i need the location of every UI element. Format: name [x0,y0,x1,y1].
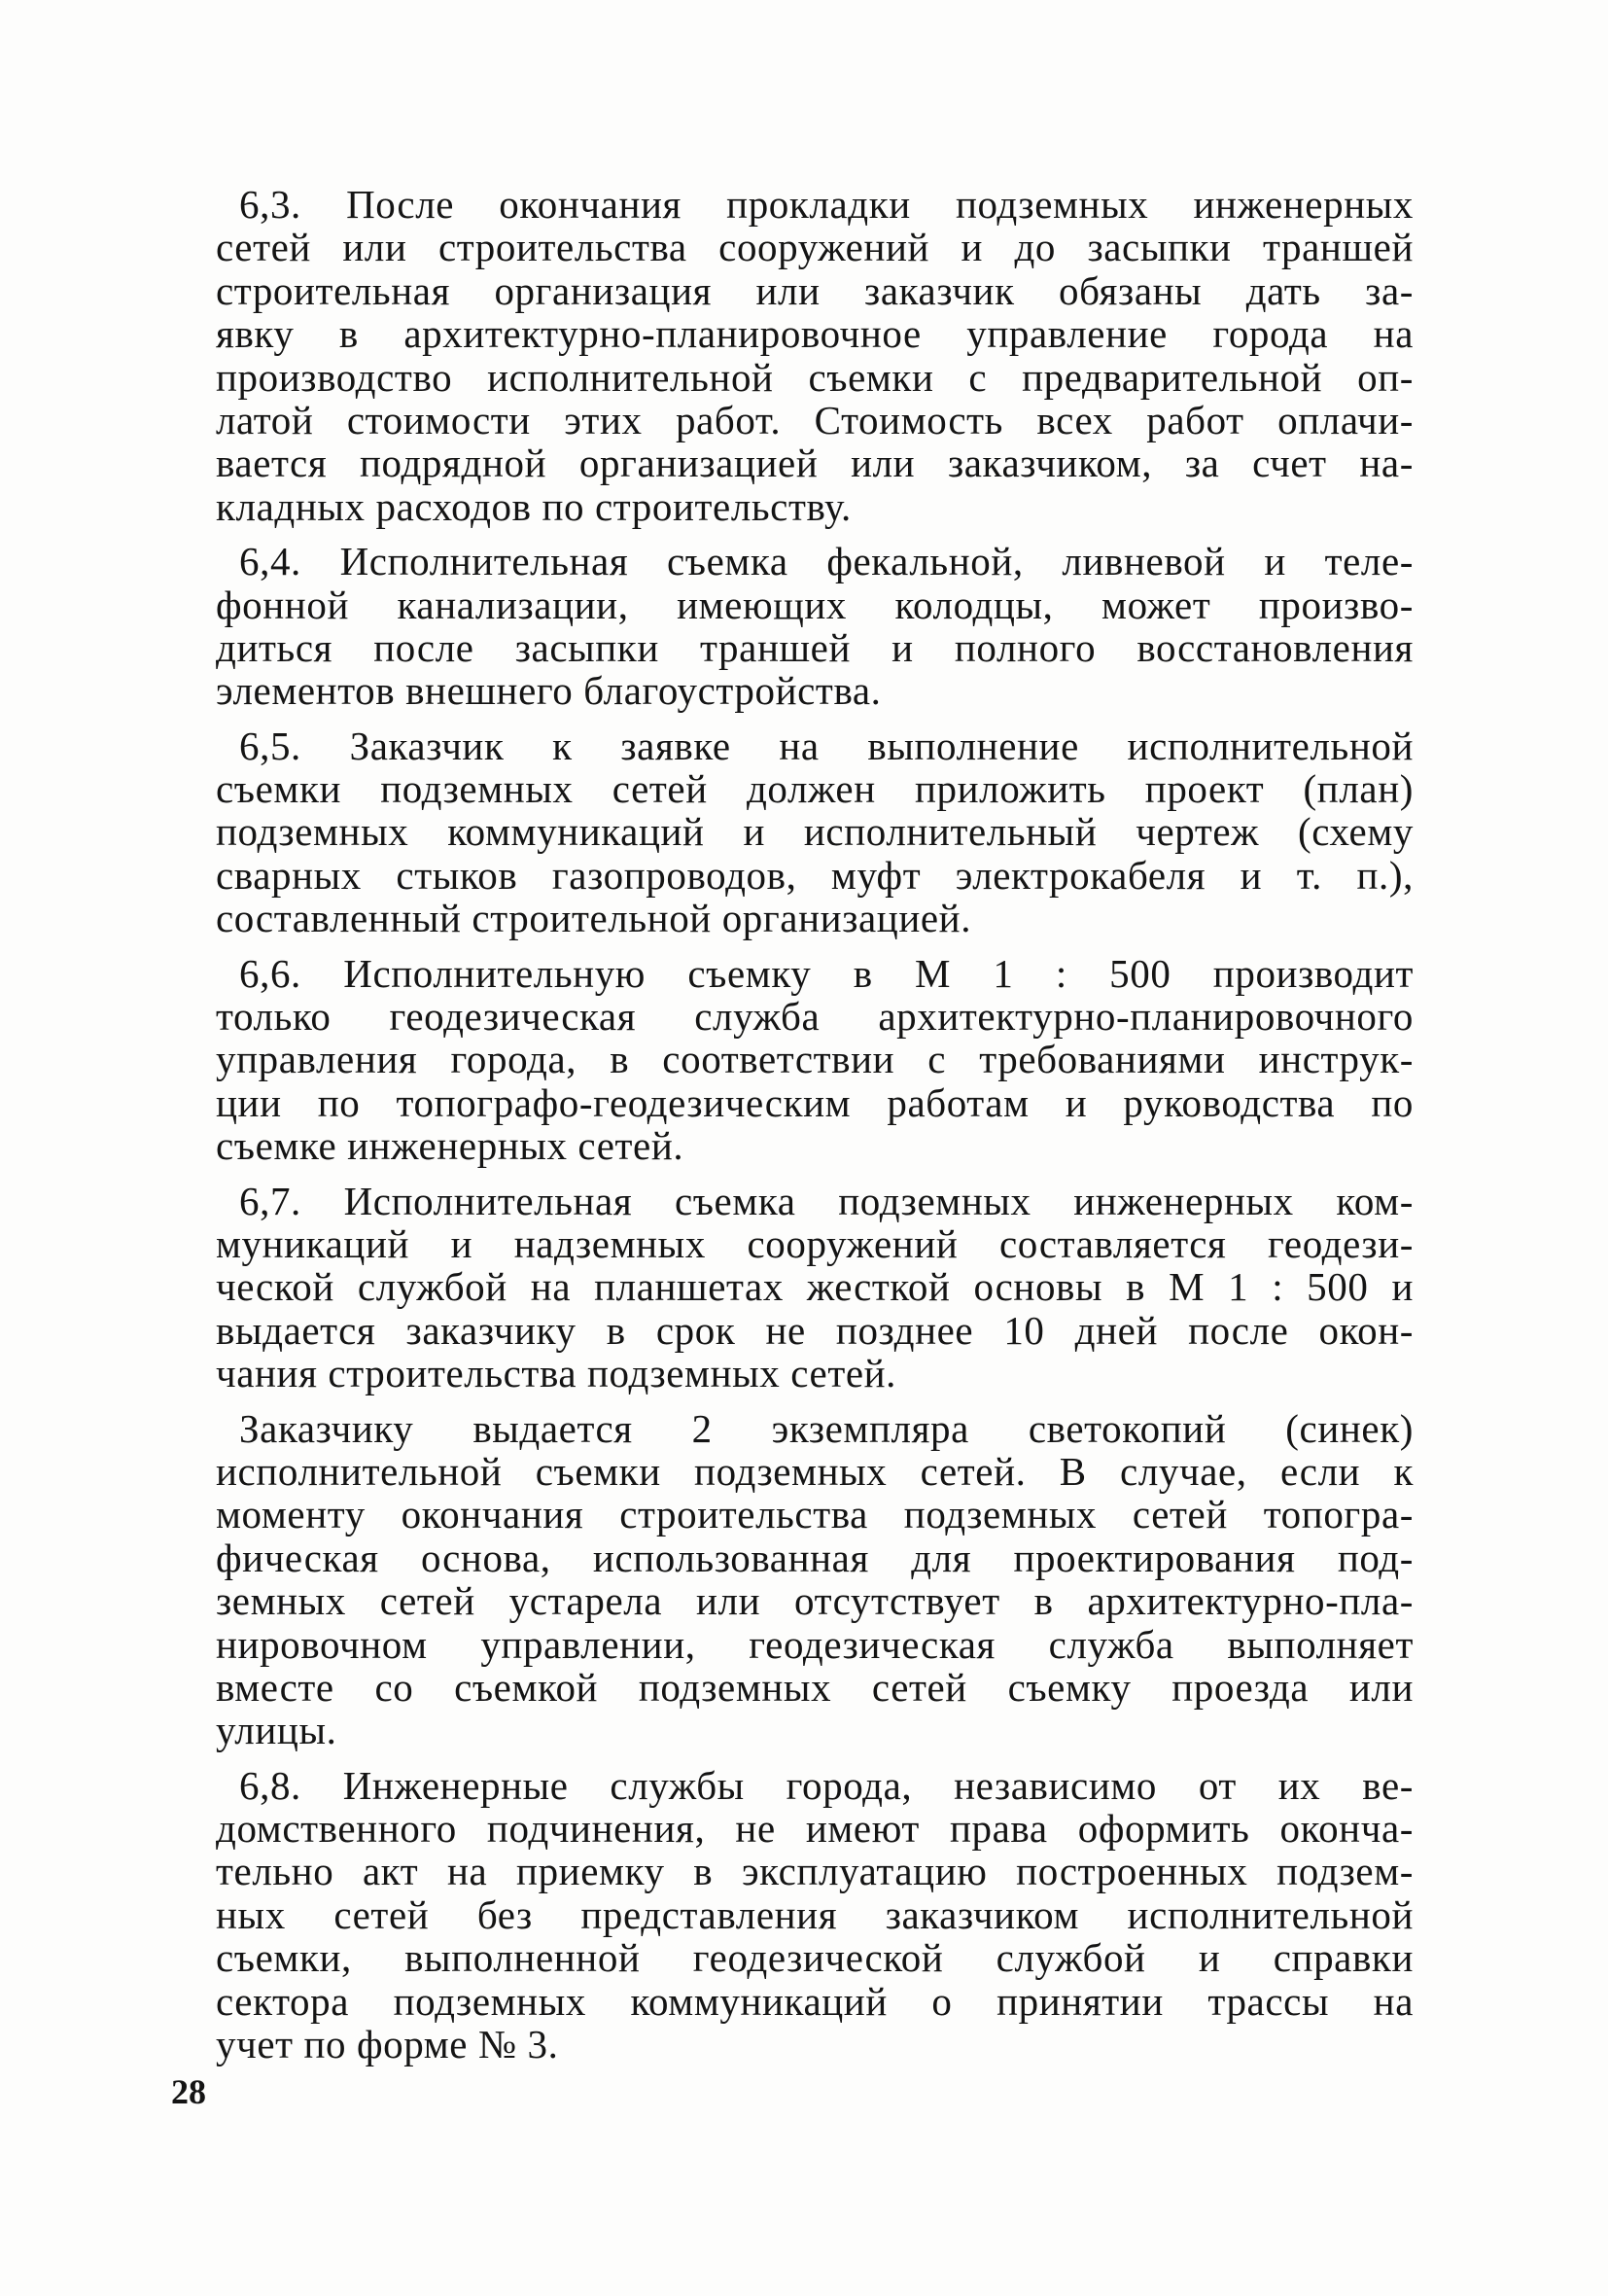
text-line: нировочном управлении, геодезическая служба выполняет [216,1621,1414,1667]
text-line: улицы. [216,1708,337,1753]
text-line: фическая основа, использованная для проектирования под- [216,1535,1414,1580]
text-line: кладных расходов по строительству. [216,483,852,529]
text-line: 6,7. Исполнительная съемка подземных инженерных ком- [239,1178,1414,1223]
text-line: элементов внешнего благоустройства. [216,668,882,714]
page-number: 28 [171,2072,206,2111]
text-line: съемки, выполненной геодезической службой и справки [216,1935,1414,1981]
text-line: вместе со съемкой подземных сетей съемку проезда или [216,1664,1414,1710]
text-line: явку в архитектурно-планировочное управление города на [216,311,1414,357]
text-line: управления города, в соответствии с требованиями инструк- [216,1037,1414,1082]
paragraph-6-6 [216,952,1414,1168]
paragraph-6-7 [216,1180,1414,1395]
text-line: съемке инженерных сетей. [216,1123,684,1169]
text-line: муникаций и надземных сооружений составляется геодези- [216,1220,1414,1266]
text-line: производство исполнительной съемки с предварительной оп- [216,354,1414,400]
text-line: сетей или строительства сооружений и до засыпки траншей [216,225,1414,270]
text-line: ческой службой на планшетах жесткой основы в М 1 : 500 и [216,1264,1414,1310]
text-line: 6,5. Заказчик к заявке на выполнение исполнительной [239,723,1414,768]
text-line: диться после засыпки траншей и полного восстановления [216,624,1414,670]
text-line: 6,3. После окончания прокладки подземных инженерных [239,182,1414,227]
text-line: чания строительства подземных сетей. [216,1351,897,1396]
text-line: исполнительной съемки подземных сетей. В случае, если к [216,1448,1414,1494]
paragraph-6-5 [216,724,1414,940]
text-line: земных сетей устарела или отсутствует в архитектурно-пла- [216,1578,1414,1624]
text-line: ции по топографо-геодезическим работам и руководства по [216,1079,1414,1125]
text-line: 6,8. Инженерные службы города, независимо от их ве- [239,1762,1414,1808]
text-line: съемки подземных сетей должен приложить проект (план) [216,766,1414,812]
text-line: строительная организация или заказчик обязаны дать за- [216,267,1414,313]
text-line: фонной канализации, имеющих колодцы, может произво- [216,582,1414,627]
paragraph-6-7-cont [216,1407,1414,1752]
paragraph-6-8 [216,1764,1414,2066]
text-line: составленный строительной организацией. [216,896,972,941]
text-line: сварных стыков газопроводов, муфт электрокабеля и т. п.), [216,852,1414,898]
text-line: тельно акт на приемку в эксплуатацию построенных подзем- [216,1849,1414,1894]
text-line: 6,6. Исполнительную съемку в М 1 : 500 производит [239,950,1414,996]
paragraph-6-3 [216,183,1414,528]
body-text [216,183,1414,2077]
paragraph-6-4 [216,540,1414,713]
text-line: 6,4. Исполнительная съемка фекальной, ливневой и теле- [239,539,1414,584]
text-line: вается подрядной организацией или заказчиком, за счет на- [216,441,1414,486]
text-line: домственного подчинения, не имеют права оформить оконча- [216,1806,1414,1852]
text-line: моменту окончания строительства подземных сетей топогра- [216,1492,1414,1537]
text-line: выдается заказчику в срок не позднее 10 дней после окон- [216,1307,1414,1353]
text-line: сектора подземных коммуникаций о принятии трассы на [216,1978,1414,2024]
text-line: Заказчику выдается 2 экземпляра светокопий (синек) [239,1405,1414,1451]
text-line: латой стоимости этих работ. Стоимость всех работ оплачи- [216,397,1414,442]
text-line: учет по форме № 3. [216,2022,559,2067]
text-line: ных сетей без представления заказчиком исполнительной [216,1891,1414,1937]
text-line: только геодезическая служба архитектурно-планировочного [216,994,1414,1040]
text-line: подземных коммуникаций и исполнительный чертеж (схему [216,809,1414,855]
